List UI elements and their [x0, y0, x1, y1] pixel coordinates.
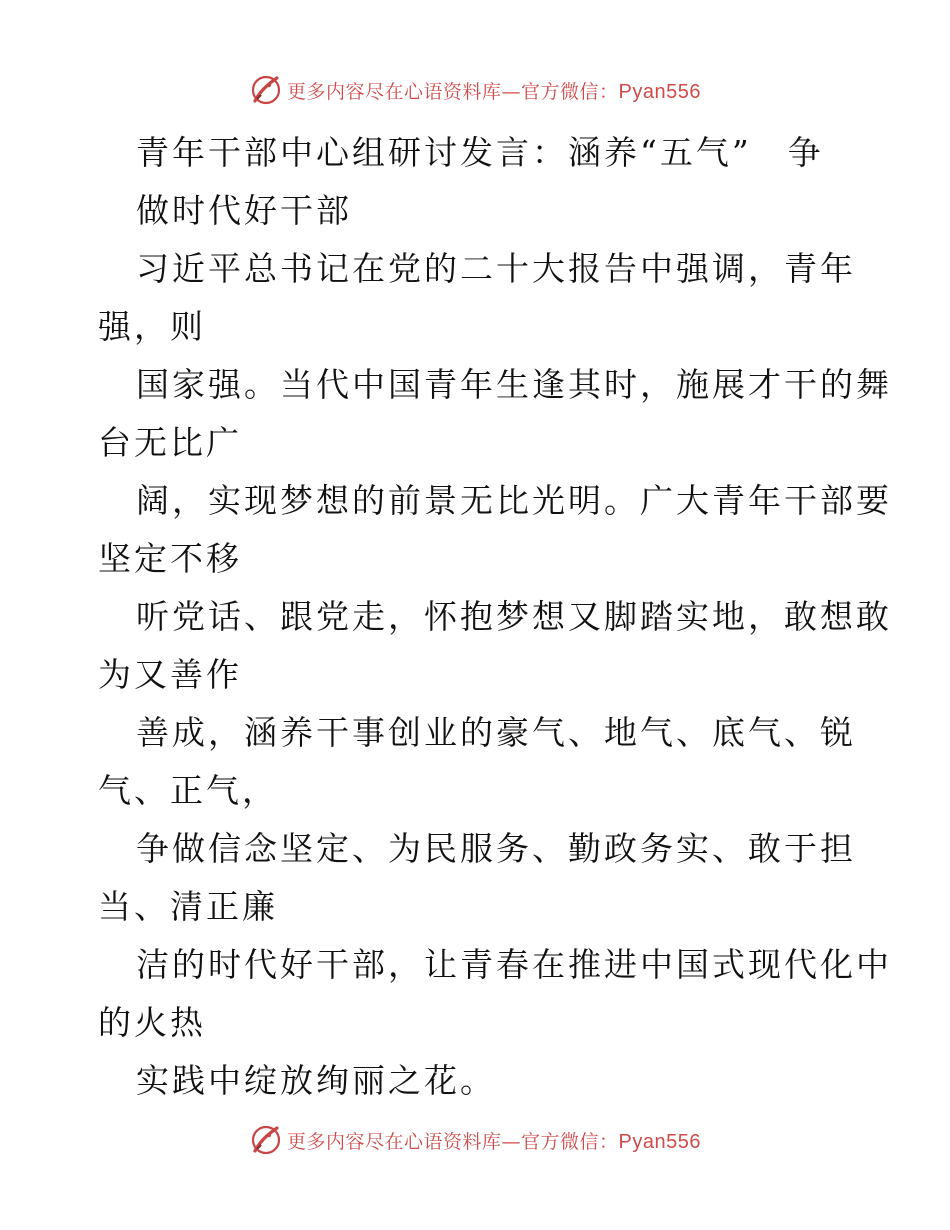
header-wechat-id: Pyan556	[618, 80, 701, 103]
header-site-text: 更多内容尽在心语资料库	[287, 80, 502, 103]
footer-wechat-id: Pyan556	[618, 1130, 701, 1153]
header-banner	[0, 70, 950, 110]
footer-banner	[0, 1120, 950, 1160]
document-line: 坚定不移	[98, 539, 242, 578]
document-line: 实践中绽放绚丽之花。	[136, 1061, 496, 1100]
document-line: 洁的时代好干部，让青春在推进中国式现代化中	[136, 945, 892, 984]
header-separator: —	[501, 80, 522, 103]
document-line: 台无比广	[98, 423, 242, 462]
footer-site-text: 更多内容尽在心语资料库	[287, 1130, 502, 1153]
document-line: 国家强。当代中国青年生逢其时，施展才干的舞	[136, 365, 892, 404]
document-line: 强，则	[98, 307, 206, 346]
pen-logo-icon	[249, 73, 283, 107]
document-line: 当、清正廉	[98, 887, 278, 926]
document-line: 善成，涵养干事创业的豪气、地气、底气、锐	[136, 713, 856, 752]
footer-separator: —	[501, 1130, 522, 1153]
document-line: 习近平总书记在党的二十大报告中强调，青年	[136, 249, 856, 288]
document-line: 争做信念坚定、为民服务、勤政务实、敢于担	[136, 829, 856, 868]
document-line: 的火热	[98, 1003, 206, 1042]
document-paragraph	[98, 240, 892, 1110]
footer-wechat-label: 官方微信：	[521, 1130, 619, 1153]
document-line: 听党话、跟党走，怀抱梦想又脚踏实地，敢想敢	[136, 597, 892, 636]
header-wechat-label: 官方微信：	[521, 80, 619, 103]
document-body	[98, 124, 892, 1110]
document-line: 为又善作	[98, 655, 242, 694]
document-title-line-2: 做时代好干部	[136, 191, 352, 230]
document-line: 气、正气，	[98, 771, 278, 810]
header-banner-text	[287, 77, 701, 104]
pen-logo-icon	[249, 1123, 283, 1157]
document-title-line-1: 青年干部中心组研讨发言：涵养“五气” 争	[136, 133, 824, 172]
footer-banner-text	[287, 1127, 701, 1154]
document-line: 阔，实现梦想的前景无比光明。广大青年干部要	[136, 481, 892, 520]
